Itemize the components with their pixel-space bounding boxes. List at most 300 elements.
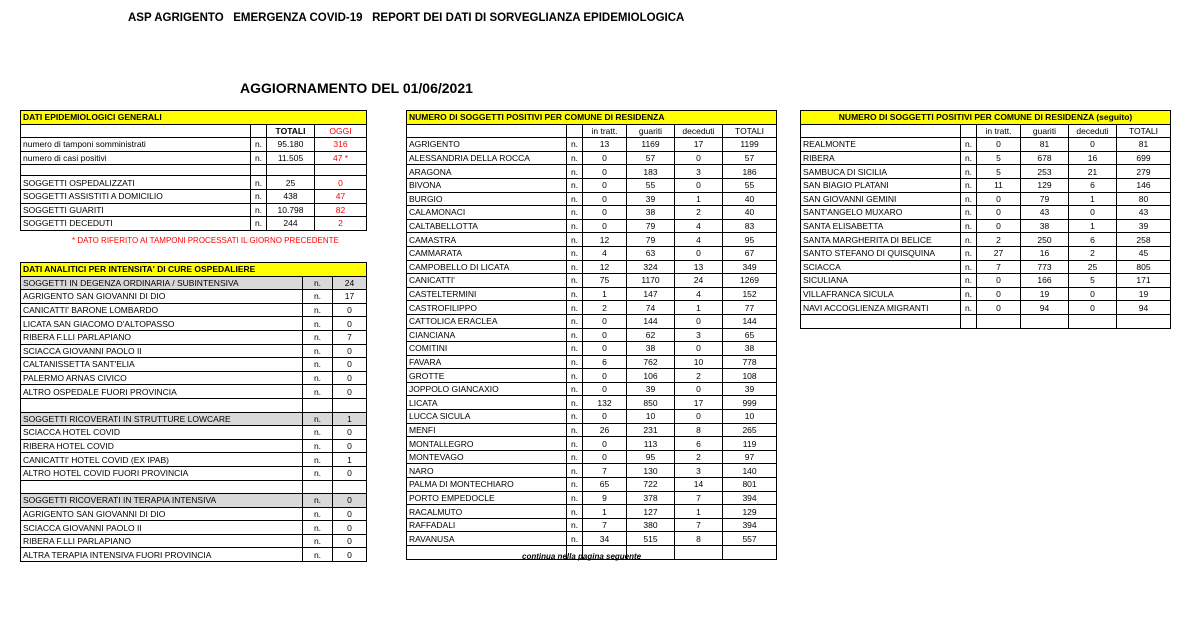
- general-row: [21, 203, 367, 217]
- deceduti: 0: [675, 314, 723, 328]
- deceduti: 7: [675, 518, 723, 532]
- guariti: 253: [1021, 165, 1069, 179]
- hospital-row: [21, 317, 367, 331]
- totali: 801: [723, 478, 777, 492]
- deceduti: 0: [675, 382, 723, 396]
- deceduti: 3: [675, 328, 723, 342]
- row-label: SCIACCA HOTEL COVID: [21, 426, 303, 440]
- comune-row: [407, 450, 777, 464]
- comune-row: [407, 410, 777, 424]
- guariti: 130: [627, 464, 675, 478]
- row-label: ALTRA TERAPIA INTENSIVA FUORI PROVINCIA: [21, 548, 303, 562]
- hospital-row: [21, 466, 367, 480]
- comune-row: [407, 342, 777, 356]
- row-value: 0: [333, 521, 367, 535]
- in-trattamento: 2: [977, 233, 1021, 247]
- guariti: 515: [627, 532, 675, 546]
- comune-name: RAFFADALI: [407, 518, 567, 532]
- totali: 95: [723, 233, 777, 247]
- guariti: 43: [1021, 206, 1069, 220]
- group-value: 1: [333, 412, 367, 426]
- guariti: 1170: [627, 274, 675, 288]
- row-n: n.: [303, 344, 333, 358]
- comune-name: LICATA: [407, 396, 567, 410]
- in-trattamento: 7: [977, 260, 1021, 274]
- row-n: n.: [961, 287, 977, 301]
- guariti: 773: [1021, 260, 1069, 274]
- deceduti: 1: [675, 505, 723, 519]
- deceduti: 6: [1069, 178, 1117, 192]
- row-n: n.: [567, 369, 583, 383]
- in-trattamento: 0: [583, 314, 627, 328]
- hospital-row: [21, 344, 367, 358]
- group-label: SOGGETTI IN DEGENZA ORDINARIA / SUBINTENSIVA: [21, 276, 303, 290]
- guariti: 678: [1021, 151, 1069, 165]
- general-note: * DATO RIFERITO AI TAMPONI PROCESSATI IL GIORNO PRECEDENTE: [72, 236, 339, 245]
- comune-name: AGRIGENTO: [407, 138, 567, 152]
- deceduti: 4: [675, 287, 723, 301]
- deceduti: 17: [675, 138, 723, 152]
- comune-name: MONTALLEGRO: [407, 437, 567, 451]
- row-n: n.: [303, 466, 333, 480]
- totali: 65: [723, 328, 777, 342]
- comune-row: [407, 369, 777, 383]
- comune-name: PORTO EMPEDOCLE: [407, 491, 567, 505]
- row-n: n.: [567, 342, 583, 356]
- deceduti: 8: [675, 423, 723, 437]
- guariti: 147: [627, 287, 675, 301]
- in-trattamento: 0: [977, 301, 1021, 315]
- row-label: SOGGETTI ASSISTITI A DOMICILIO: [21, 189, 251, 203]
- in-trattamento: 0: [977, 274, 1021, 288]
- row-value: 0: [333, 385, 367, 399]
- comune-name: SAMBUCA DI SICILIA: [801, 165, 961, 179]
- guariti: 38: [627, 206, 675, 220]
- deceduti: 0: [675, 342, 723, 356]
- general-row: [21, 176, 367, 190]
- deceduti: 0: [1069, 138, 1117, 152]
- comune-name: REALMONTE: [801, 138, 961, 152]
- comune-row: [407, 423, 777, 437]
- guariti: 94: [1021, 301, 1069, 315]
- in-trattamento: 9: [583, 491, 627, 505]
- comune-row: [407, 233, 777, 247]
- col-oggi: OGGI: [315, 124, 367, 138]
- row-n: n.: [303, 548, 333, 562]
- comune-name: BURGIO: [407, 192, 567, 206]
- row-n: n.: [567, 491, 583, 505]
- hospital-group-header: [21, 276, 367, 290]
- empty-cell: [407, 124, 567, 138]
- totali: 265: [723, 423, 777, 437]
- empty-cell: [1117, 314, 1171, 328]
- row-n: n.: [303, 439, 333, 453]
- row-n: n.: [961, 274, 977, 288]
- column-header: deceduti: [675, 124, 723, 138]
- row-label: RIBERA F.LLI PARLAPIANO: [21, 534, 303, 548]
- row-n: n.: [961, 219, 977, 233]
- row-n: n.: [961, 301, 977, 315]
- row-n: n.: [567, 138, 583, 152]
- row-label: CANICATTI' HOTEL COVID (EX IPAB): [21, 453, 303, 467]
- comune-row: [407, 437, 777, 451]
- in-trattamento: 26: [583, 423, 627, 437]
- general-title: DATI EPIDEMIOLOGICI GENERALI: [21, 111, 367, 125]
- comune-row: [801, 260, 1171, 274]
- in-trattamento: 0: [977, 138, 1021, 152]
- empty-cell: [1069, 314, 1117, 328]
- update-date: AGGIORNAMENTO DEL 01/06/2021: [240, 80, 473, 96]
- totali: 279: [1117, 165, 1171, 179]
- row-label: SCIACCA GIOVANNI PAOLO II: [21, 344, 303, 358]
- row-value: 1: [333, 453, 367, 467]
- column-header: TOTALI: [1117, 124, 1171, 138]
- row-label: CALTANISSETTA SANT'ELIA: [21, 358, 303, 372]
- deceduti: 13: [675, 260, 723, 274]
- deceduti: 0: [675, 178, 723, 192]
- group-value: 0: [333, 494, 367, 508]
- comune-name: SCIACCA: [801, 260, 961, 274]
- guariti: 63: [627, 246, 675, 260]
- row-value: 0: [333, 426, 367, 440]
- row-value: 0: [333, 507, 367, 521]
- comune-row: [407, 478, 777, 492]
- guariti: 57: [627, 151, 675, 165]
- comune-row: [407, 396, 777, 410]
- guariti: 19: [1021, 287, 1069, 301]
- deceduti: 4: [675, 233, 723, 247]
- comune-row: [801, 151, 1171, 165]
- in-trattamento: 0: [583, 192, 627, 206]
- comune-name: MENFI: [407, 423, 567, 437]
- comune-row: [407, 260, 777, 274]
- guariti: 79: [627, 219, 675, 233]
- hospital-title: DATI ANALITICI PER INTENSITA' DI CURE OSPEDALIERE: [21, 263, 367, 277]
- row-n: n.: [251, 189, 267, 203]
- in-trattamento: 0: [977, 206, 1021, 220]
- comune-name: SANTA MARGHERITA DI BELICE: [801, 233, 961, 247]
- row-n: n.: [567, 518, 583, 532]
- row-label: SOGGETTI OSPEDALIZZATI: [21, 176, 251, 190]
- hospital-data-table: [20, 262, 367, 562]
- hospital-row: [21, 385, 367, 399]
- deceduti: 17: [675, 396, 723, 410]
- comune-name: RIBERA: [801, 151, 961, 165]
- deceduti: 6: [1069, 233, 1117, 247]
- empty-cell: [251, 165, 267, 176]
- row-value: 0: [333, 466, 367, 480]
- comune-row: [801, 192, 1171, 206]
- in-trattamento: 13: [583, 138, 627, 152]
- totali: 699: [1117, 151, 1171, 165]
- hospital-group-header: [21, 494, 367, 508]
- totali: 77: [723, 301, 777, 315]
- group-n: n.: [303, 494, 333, 508]
- row-label: RIBERA F.LLI PARLAPIANO: [21, 330, 303, 344]
- in-trattamento: 65: [583, 478, 627, 492]
- in-trattamento: 1: [583, 505, 627, 519]
- comune-name: SAN GIOVANNI GEMINI: [801, 192, 961, 206]
- comune-name: CATTOLICA ERACLEA: [407, 314, 567, 328]
- row-label: SOGGETTI DECEDUTI: [21, 217, 251, 231]
- deceduti: 4: [675, 219, 723, 233]
- hospital-row: [21, 507, 367, 521]
- totali: 57: [723, 151, 777, 165]
- guariti: 74: [627, 301, 675, 315]
- row-n: n.: [303, 521, 333, 535]
- comune-name: CAMPOBELLO DI LICATA: [407, 260, 567, 274]
- totali: 55: [723, 178, 777, 192]
- comune-name: CALAMONACI: [407, 206, 567, 220]
- empty-cell: [675, 546, 723, 560]
- in-trattamento: 0: [583, 437, 627, 451]
- general-row: [21, 217, 367, 231]
- comune-row: [801, 287, 1171, 301]
- totali: 108: [723, 369, 777, 383]
- row-n: n.: [251, 217, 267, 231]
- comune-name: VILLAFRANCA SICULA: [801, 287, 961, 301]
- row-n: n.: [567, 233, 583, 247]
- comune-row: [407, 151, 777, 165]
- guariti: 38: [1021, 219, 1069, 233]
- deceduti: 1: [1069, 219, 1117, 233]
- comune-row: [801, 138, 1171, 152]
- row-value: 0: [333, 439, 367, 453]
- comune-name: CALTABELLOTTA: [407, 219, 567, 233]
- column-header: in tratt.: [583, 124, 627, 138]
- totali: 258: [1117, 233, 1171, 247]
- deceduti: 0: [1069, 301, 1117, 315]
- in-trattamento: 4: [583, 246, 627, 260]
- deceduti: 24: [675, 274, 723, 288]
- deceduti: 3: [675, 165, 723, 179]
- guariti: 39: [627, 192, 675, 206]
- empty-cell: [961, 124, 977, 138]
- hospital-group-header: [21, 412, 367, 426]
- in-trattamento: 5: [977, 165, 1021, 179]
- comune-row: [407, 505, 777, 519]
- row-n: n.: [303, 534, 333, 548]
- deceduti: 0: [1069, 206, 1117, 220]
- row-n: n.: [567, 178, 583, 192]
- in-trattamento: 0: [583, 410, 627, 424]
- general-row: [21, 138, 367, 152]
- row-n: n.: [961, 260, 977, 274]
- in-trattamento: 0: [977, 192, 1021, 206]
- row-totali: 244: [267, 217, 315, 231]
- comune-name: FAVARA: [407, 355, 567, 369]
- column-header-row: [801, 124, 1171, 138]
- row-value: 0: [333, 358, 367, 372]
- row-n: n.: [567, 246, 583, 260]
- guariti: 62: [627, 328, 675, 342]
- guariti: 380: [627, 518, 675, 532]
- totali: 557: [723, 532, 777, 546]
- comune-name: LUCCA SICULA: [407, 410, 567, 424]
- column-header: TOTALI: [723, 124, 777, 138]
- totali: 1269: [723, 274, 777, 288]
- comune-row: [407, 192, 777, 206]
- totali: 38: [723, 342, 777, 356]
- empty-cell: [21, 165, 251, 176]
- in-trattamento: 0: [977, 287, 1021, 301]
- empty-cell: [723, 546, 777, 560]
- in-trattamento: 0: [977, 219, 1021, 233]
- guariti: 79: [1021, 192, 1069, 206]
- comune-row: [801, 246, 1171, 260]
- totali: 97: [723, 450, 777, 464]
- deceduti: 1: [1069, 192, 1117, 206]
- guariti: 127: [627, 505, 675, 519]
- guariti: 231: [627, 423, 675, 437]
- comune-name: SANTO STEFANO DI QUISQUINA: [801, 246, 961, 260]
- deceduti: 21: [1069, 165, 1117, 179]
- deceduti: 1: [675, 192, 723, 206]
- row-totali: 25: [267, 176, 315, 190]
- row-n: n.: [251, 138, 267, 152]
- row-label: RIBERA HOTEL COVID: [21, 439, 303, 453]
- comune-name: ALESSANDRIA DELLA ROCCA: [407, 151, 567, 165]
- totali: 40: [723, 206, 777, 220]
- comune-name: BIVONA: [407, 178, 567, 192]
- comune-row: [407, 219, 777, 233]
- row-n: n.: [961, 178, 977, 192]
- hospital-row: [21, 426, 367, 440]
- deceduti: 16: [1069, 151, 1117, 165]
- empty-cell: [303, 398, 333, 412]
- row-n: n.: [567, 478, 583, 492]
- totali: 80: [1117, 192, 1171, 206]
- row-n: n.: [961, 151, 977, 165]
- row-oggi: 47 *: [315, 151, 367, 165]
- totali: 1199: [723, 138, 777, 152]
- guariti: 183: [627, 165, 675, 179]
- row-value: 0: [333, 303, 367, 317]
- in-trattamento: 2: [583, 301, 627, 315]
- row-n: n.: [303, 317, 333, 331]
- comune-name: SANT'ANGELO MUXARO: [801, 206, 961, 220]
- totali: 394: [723, 491, 777, 505]
- row-n: n.: [567, 505, 583, 519]
- totali: 140: [723, 464, 777, 478]
- in-trattamento: 132: [583, 396, 627, 410]
- comune-row: [801, 206, 1171, 220]
- group-n: n.: [303, 412, 333, 426]
- in-trattamento: 7: [583, 518, 627, 532]
- column-header: guariti: [1021, 124, 1069, 138]
- in-trattamento: 0: [583, 328, 627, 342]
- row-totali: 10.798: [267, 203, 315, 217]
- deceduti: 2: [675, 450, 723, 464]
- row-n: n.: [567, 219, 583, 233]
- in-trattamento: 7: [583, 464, 627, 478]
- deceduti: 0: [675, 410, 723, 424]
- in-trattamento: 0: [583, 165, 627, 179]
- row-value: 0: [333, 344, 367, 358]
- comune-row: [407, 246, 777, 260]
- comune-row: [407, 287, 777, 301]
- row-n: n.: [567, 396, 583, 410]
- deceduti: 14: [675, 478, 723, 492]
- row-label: numero di tamponi somministrati: [21, 138, 251, 152]
- totali: 94: [1117, 301, 1171, 315]
- totali: 144: [723, 314, 777, 328]
- in-trattamento: 6: [583, 355, 627, 369]
- deceduti: 10: [675, 355, 723, 369]
- comune-name: CAMMARATA: [407, 246, 567, 260]
- comune-row: [801, 165, 1171, 179]
- comune-row: [801, 274, 1171, 288]
- row-n: n.: [961, 192, 977, 206]
- comuni-table: [406, 110, 777, 560]
- row-n: n.: [303, 290, 333, 304]
- guariti: 129: [1021, 178, 1069, 192]
- in-trattamento: 0: [583, 369, 627, 383]
- row-label: numero di casi positivi: [21, 151, 251, 165]
- row-n: n.: [303, 303, 333, 317]
- empty-cell: [961, 314, 977, 328]
- guariti: 250: [1021, 233, 1069, 247]
- row-label: AGRIGENTO SAN GIOVANNI DI DIO: [21, 290, 303, 304]
- totali: 10: [723, 410, 777, 424]
- deceduti: 7: [675, 491, 723, 505]
- deceduti: 8: [675, 532, 723, 546]
- row-label: ALTRO HOTEL COVID FUORI PROVINCIA: [21, 466, 303, 480]
- totali: 778: [723, 355, 777, 369]
- row-value: 7: [333, 330, 367, 344]
- deceduti: 0: [675, 151, 723, 165]
- comune-row: [407, 138, 777, 152]
- empty-cell: [333, 480, 367, 494]
- comune-row: [407, 314, 777, 328]
- deceduti: 3: [675, 464, 723, 478]
- in-trattamento: 0: [583, 450, 627, 464]
- in-trattamento: 0: [583, 382, 627, 396]
- row-n: n.: [303, 426, 333, 440]
- row-totali: 11.505: [267, 151, 315, 165]
- row-n: n.: [567, 151, 583, 165]
- guariti: 1169: [627, 138, 675, 152]
- comune-row: [407, 301, 777, 315]
- row-n: n.: [567, 423, 583, 437]
- in-trattamento: 0: [583, 219, 627, 233]
- guariti: 166: [1021, 274, 1069, 288]
- guariti: 850: [627, 396, 675, 410]
- row-n: n.: [567, 328, 583, 342]
- empty-cell: [801, 314, 961, 328]
- deceduti: 0: [675, 246, 723, 260]
- row-n: n.: [567, 301, 583, 315]
- row-n: n.: [567, 206, 583, 220]
- comune-name: JOPPOLO GIANCAXIO: [407, 382, 567, 396]
- comune-row: [407, 206, 777, 220]
- in-trattamento: 0: [583, 206, 627, 220]
- hospital-row: [21, 290, 367, 304]
- totali: 119: [723, 437, 777, 451]
- totali: 39: [1117, 219, 1171, 233]
- row-n: n.: [567, 192, 583, 206]
- deceduti: 5: [1069, 274, 1117, 288]
- comuni-continued-table: [800, 110, 1171, 329]
- row-label: LICATA SAN GIACOMO D'ALTOPASSO: [21, 317, 303, 331]
- totali: 83: [723, 219, 777, 233]
- row-n: n.: [567, 287, 583, 301]
- row-n: n.: [567, 450, 583, 464]
- in-trattamento: 34: [583, 532, 627, 546]
- continue-note: continua nella pagina seguente: [522, 552, 642, 561]
- group-label: SOGGETTI RICOVERATI IN TERAPIA INTENSIVA: [21, 494, 303, 508]
- row-n: n.: [567, 410, 583, 424]
